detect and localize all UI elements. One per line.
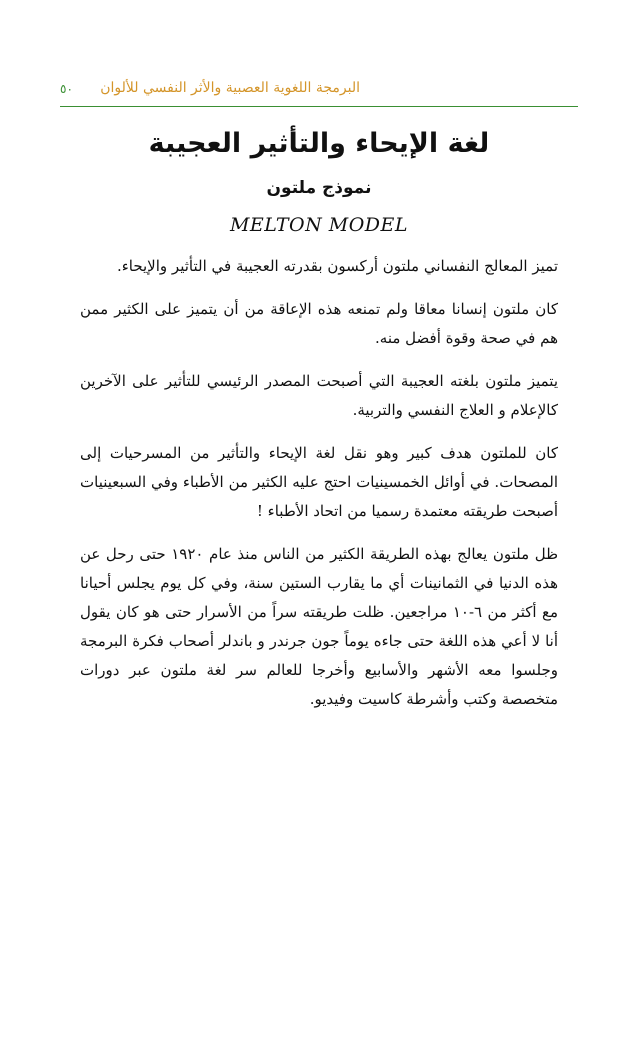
body-text xyxy=(80,252,558,728)
model-name-english: MELTON MODEL xyxy=(229,214,409,236)
paragraph: كان ملتون إنسانا معاقا ولم تمنعه هذه الإعاقة من أن يتميز على الكثير ممن هم في صحة وقوة أفضل منه. xyxy=(80,300,558,347)
page-header xyxy=(60,80,578,107)
chapter-title: لغة الإيحاء والتأثير العجيبة xyxy=(148,128,490,159)
page-number: ٥٠ xyxy=(60,82,73,96)
paragraph: تميز المعالج النفساني ملتون أركسون بقدرته العجيبة في التأثير والإيحاء. xyxy=(116,257,558,275)
running-title: البرمجة اللغوية العصبية والأثر النفسي للألوان xyxy=(100,80,360,96)
chapter-subtitle: نموذج ملتون xyxy=(266,178,372,198)
paragraph: كان للملتون هدف كبير وهو نقل لغة الإيحاء والتأثير من المسرحيات إلى المصحات. في أوائل الخمسينيات احتج عليه الكثير من الأطباء وفي السبعينيات أصبحت طريقته معتمدة رسميا من اتحاد الأطباء ! xyxy=(80,444,558,520)
paragraph: يتميز ملتون بلغته العجيبة التي أصبحت المصدر الرئيسي للتأثير على الآخرين كالإعلام و العلاج النفسي والتربية. xyxy=(80,372,558,419)
paragraph: ظل ملتون يعالج بهذه الطريقة الكثير من الناس منذ عام ١٩٢٠ حتى رحل عن هذه الدنيا في الثمانينات أي ما يقارب الستين سنة، وفي كل يوم يجلس أحيانا مع أكثر من ٦-١٠ مراجعين. ظلت طريقته سراً من الأسرار حتى هو كان يقول أنا لا أعي هذه اللغة حتى جاءه يوماً جون جرندر و باندلر أصحاب فكرة البرمجة وجلسوا معه الأشهر والأسابيع وأخرجا للعالم سر لغة ملتون عبر دورات متخصصة وكتب وأشرطة كاسيت وفيديو. xyxy=(80,545,559,708)
